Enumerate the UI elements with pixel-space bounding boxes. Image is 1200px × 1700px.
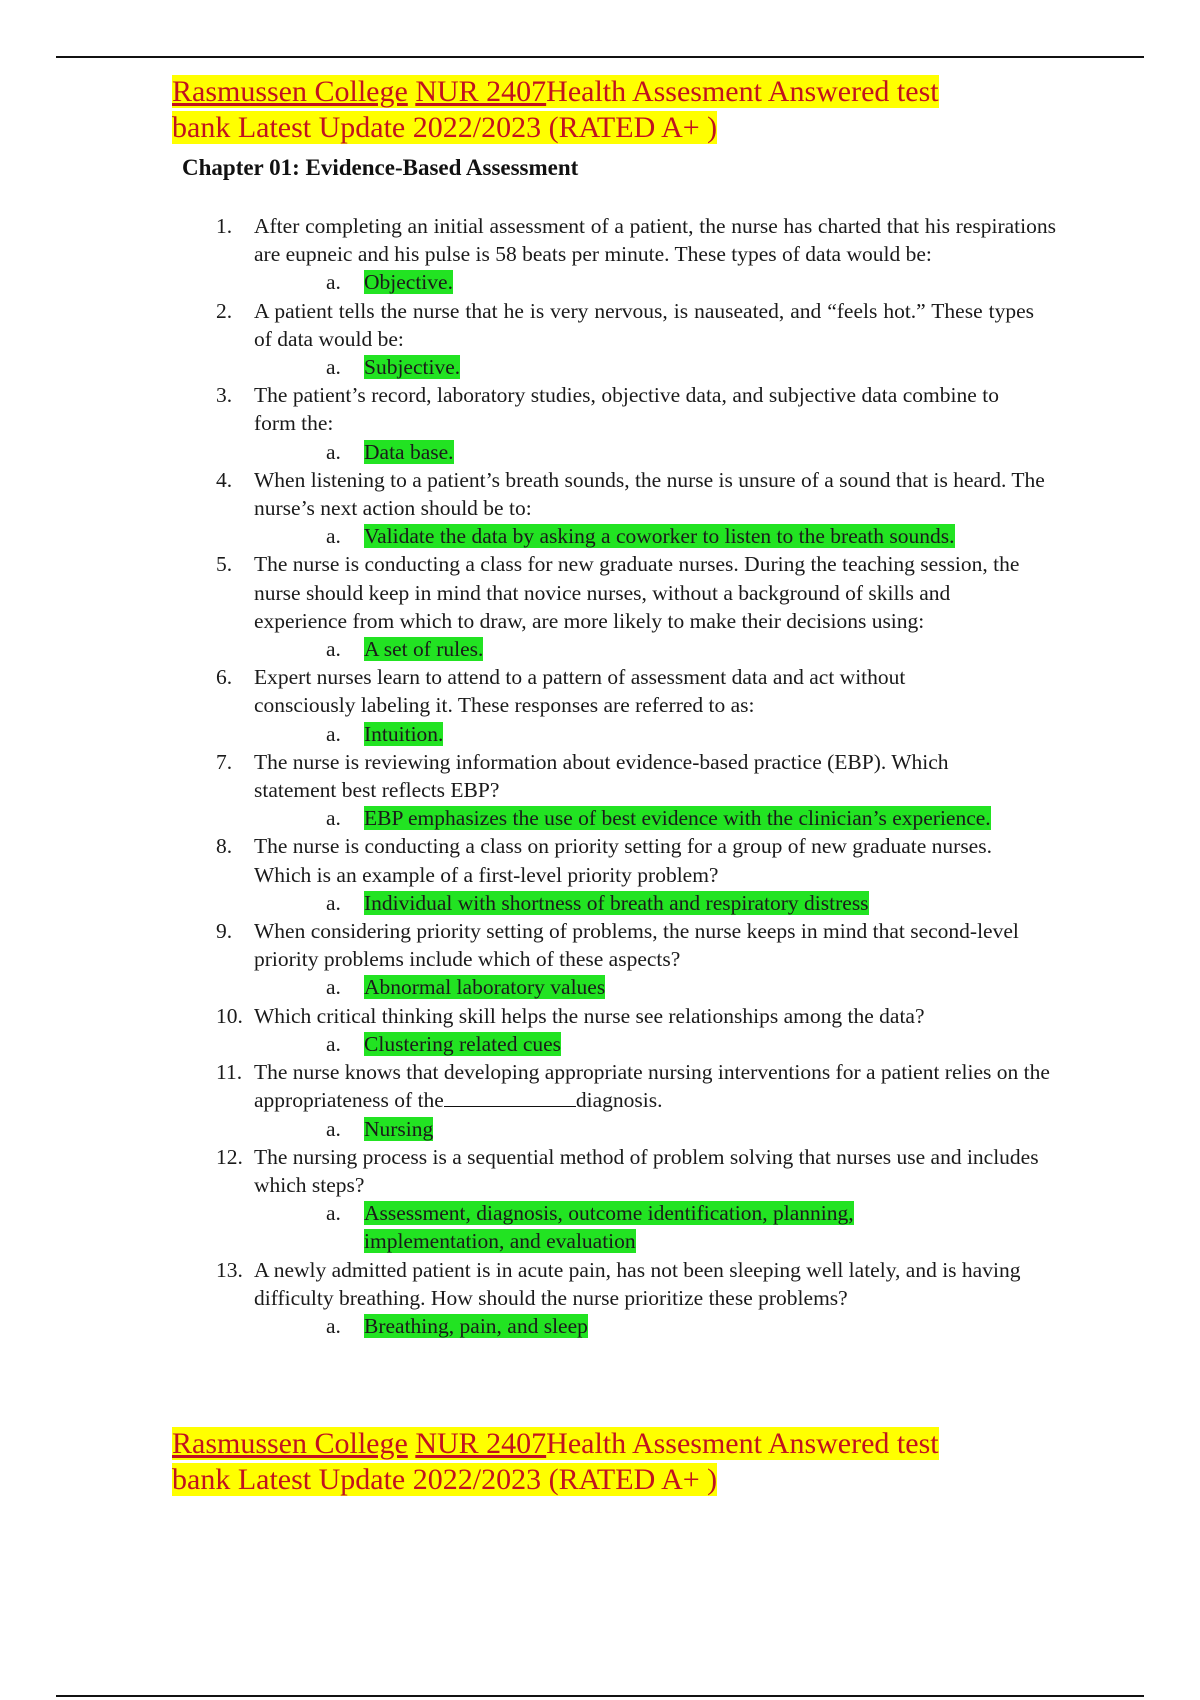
question-number: 13. bbox=[216, 1257, 243, 1282]
answer-text: A set of rules. bbox=[364, 637, 484, 662]
answer-text: Subjective. bbox=[364, 355, 461, 380]
question-text: A newly admitted patient is in acute pain, has not been sleeping well lately, and is having difficulty breathing. How should the nurse prioritize these problems? bbox=[254, 1257, 1021, 1310]
question-number: 2. bbox=[216, 298, 233, 323]
title-college: Rasmussen College bbox=[172, 1427, 408, 1460]
answer-row bbox=[254, 1115, 1056, 1143]
answer-text: Data base. bbox=[364, 439, 454, 464]
question-number: 10. bbox=[216, 1003, 243, 1028]
answer-text: EBP emphasizes the use of best evidence with the clinician’s experience. bbox=[364, 806, 991, 831]
title-subject: Health Assesment Answered test bbox=[546, 1427, 939, 1460]
question-text: Expert nurses learn to attend to a pattern of assessment data and act without consciously labeling it. These responses are referred to as: bbox=[254, 665, 906, 718]
question-item bbox=[216, 550, 1056, 663]
question-number: 5. bbox=[216, 552, 233, 577]
fill-in-blank bbox=[444, 1086, 576, 1107]
answer-label: a. bbox=[326, 721, 341, 746]
answer-label: a. bbox=[326, 637, 341, 662]
answer-label: a. bbox=[326, 355, 341, 380]
answer-text-line-1: Assessment, diagnosis, outcome identification, planning, bbox=[364, 1201, 854, 1226]
question-text: When considering priority setting of problems, the nurse keeps in mind that second-level priority problems include which of these aspects? bbox=[254, 919, 1019, 972]
answer-text: Intuition. bbox=[364, 721, 444, 746]
question-number: 7. bbox=[216, 749, 233, 774]
answer-row bbox=[254, 438, 1056, 466]
answer-text: Nursing bbox=[364, 1116, 434, 1141]
title-line-2: bank Latest Update 2022/2023 (RATED A+ ) bbox=[172, 111, 718, 144]
answer-label: a. bbox=[326, 1031, 341, 1056]
question-text: Which critical thinking skill helps the nurse see relationships among the data? bbox=[254, 1003, 925, 1028]
question-item bbox=[216, 1002, 1056, 1058]
question-item bbox=[216, 1256, 1056, 1341]
answer-label: a. bbox=[326, 439, 341, 464]
answer-label: a. bbox=[326, 270, 341, 295]
answer-row bbox=[254, 635, 1056, 663]
answer-text: Breathing, pain, and sleep bbox=[364, 1313, 588, 1338]
question-number: 1. bbox=[216, 214, 233, 238]
question-text-before-blank: The nurse knows that developing appropriate nursing interventions for a patient relies on the appropriateness of the bbox=[254, 1060, 1050, 1113]
title-course: NUR 2407 bbox=[415, 1427, 547, 1460]
question-number: 8. bbox=[216, 834, 233, 859]
question-text-after-blank: diagnosis. bbox=[575, 1088, 663, 1113]
top-rule bbox=[56, 56, 1144, 58]
question-item bbox=[216, 381, 1056, 466]
question-number: 3. bbox=[216, 383, 233, 408]
question-text: When listening to a patient’s breath sounds, the nurse is unsure of a sound that is heard. The nurse’s next action should be to: bbox=[254, 467, 1045, 521]
question-text: The nurse is reviewing information about evidence-based practice (EBP). Which statement best reflects EBP? bbox=[254, 749, 949, 803]
question-item bbox=[216, 297, 1056, 382]
answer-text: Validate the data by asking a coworker to listen to the breath sounds. bbox=[364, 524, 955, 549]
question-item bbox=[216, 1058, 1056, 1143]
answer-row bbox=[254, 353, 1056, 381]
answer-row bbox=[254, 522, 1056, 550]
question-item bbox=[216, 663, 1056, 748]
answer-row bbox=[254, 720, 1056, 748]
answer-row bbox=[254, 1030, 1056, 1058]
document-title-footer bbox=[172, 1426, 1072, 1498]
question-item bbox=[216, 917, 1056, 1002]
question-text: The nurse is conducting a class on priority setting for a group of new graduate nurses. Which is an example of a first-level priority problem? bbox=[254, 834, 992, 887]
answer-row bbox=[254, 1312, 1056, 1340]
answer-row bbox=[254, 973, 1056, 1001]
question-text: The patient’s record, laboratory studies, objective data, and subjective data combine to form the: bbox=[254, 383, 999, 436]
answer-text: Clustering related cues bbox=[364, 1031, 562, 1056]
answer-label: a. bbox=[326, 975, 341, 1000]
answer-label: a. bbox=[326, 806, 341, 831]
answer-label: a. bbox=[326, 1313, 341, 1338]
answer-row bbox=[254, 889, 1056, 917]
answer-row bbox=[254, 804, 1056, 832]
question-text: After completing an initial assessment of a patient, the nurse has charted that his respirations are eupneic and his pulse is 58 beats per minute. These types of data would be: bbox=[254, 214, 1056, 267]
answer-label: a. bbox=[326, 524, 341, 549]
bottom-rule bbox=[56, 1695, 1144, 1697]
title-college: Rasmussen College bbox=[172, 75, 408, 108]
question-list bbox=[216, 212, 1056, 1340]
question-number: 4. bbox=[216, 467, 233, 492]
answer-text: Abnormal laboratory values bbox=[364, 975, 606, 1000]
question-item bbox=[216, 748, 1056, 833]
answer-label: a. bbox=[326, 1201, 341, 1226]
answer-text-line-2: implementation, and evaluation bbox=[364, 1229, 636, 1254]
question-number: 12. bbox=[216, 1144, 243, 1169]
answer-row bbox=[254, 1199, 1056, 1255]
title-course: NUR 2407 bbox=[415, 75, 547, 108]
question-item bbox=[216, 1143, 1056, 1256]
answer-text: Objective. bbox=[364, 270, 453, 295]
question-text: The nursing process is a sequential method of problem solving that nurses use and includes which steps? bbox=[254, 1144, 1039, 1197]
title-line-2: bank Latest Update 2022/2023 (RATED A+ ) bbox=[172, 1463, 718, 1496]
question-text: A patient tells the nurse that he is very nervous, is nauseated, and “feels hot.” These types of data would be: bbox=[254, 298, 1034, 351]
document-title bbox=[172, 74, 1072, 146]
question-number: 6. bbox=[216, 665, 233, 690]
question-text: The nurse is conducting a class for new graduate nurses. During the teaching session, the nurse should keep in mind that novice nurses, without a background of skills and experience from which to draw, are more likely to make their decisions using: bbox=[254, 552, 1020, 633]
chapter-title: Chapter 01: Evidence-Based Assessment bbox=[182, 155, 579, 180]
answer-text: Individual with shortness of breath and respiratory distress bbox=[364, 890, 869, 915]
question-item bbox=[216, 832, 1056, 917]
title-subject: Health Assesment Answered test bbox=[546, 75, 939, 108]
question-item bbox=[216, 466, 1056, 551]
question-text bbox=[254, 1058, 1056, 1114]
answer-row bbox=[254, 268, 1056, 296]
question-number: 11. bbox=[216, 1060, 243, 1085]
answer-label: a. bbox=[326, 890, 341, 915]
answer-label: a. bbox=[326, 1116, 341, 1141]
question-number: 9. bbox=[216, 919, 233, 944]
question-item bbox=[216, 212, 1056, 297]
